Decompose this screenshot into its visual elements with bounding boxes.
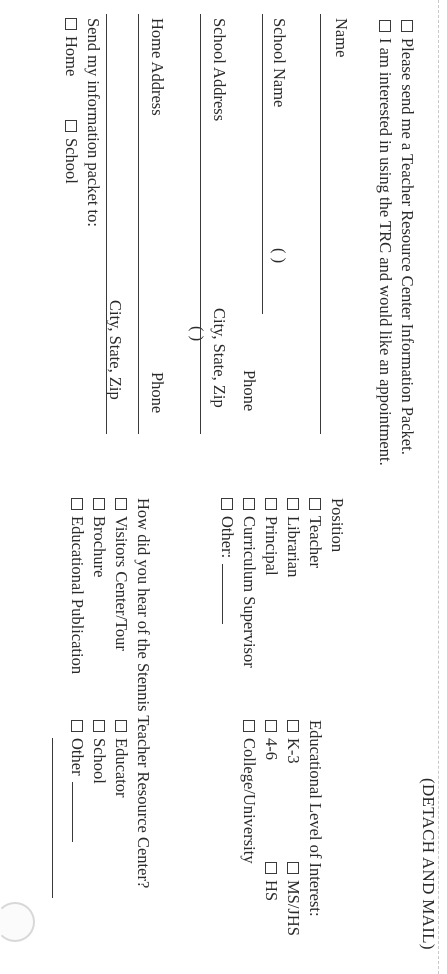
checkbox[interactable] <box>243 720 255 732</box>
educational-level-heading: Educational Level of Interest: <box>306 720 325 917</box>
checkbox[interactable] <box>287 498 299 510</box>
heard-educational-publication[interactable] <box>67 498 87 674</box>
checkbox[interactable] <box>287 720 299 732</box>
school-address-label: School Address <box>210 18 229 122</box>
heard-other[interactable] <box>67 720 87 842</box>
position-teacher-label: Teacher <box>306 516 325 568</box>
position-other-label: Other: <box>218 516 237 559</box>
request-packet-option[interactable] <box>397 20 417 455</box>
home-city-line[interactable] <box>106 14 107 434</box>
level-4-6-label: 4-6 <box>262 738 281 760</box>
checkbox[interactable] <box>401 20 413 32</box>
checkbox[interactable] <box>65 120 77 132</box>
name-line[interactable] <box>320 14 321 434</box>
checkbox[interactable] <box>265 862 277 874</box>
position-principal[interactable] <box>261 498 281 576</box>
thumb-notch <box>0 902 35 942</box>
school-address-line[interactable] <box>200 14 201 434</box>
school-name-label: School Name <box>270 18 289 108</box>
position-other[interactable] <box>217 498 237 624</box>
home-city-state-zip: City, State, Zip <box>106 300 125 400</box>
position-librarian[interactable] <box>283 498 303 577</box>
checkbox[interactable] <box>265 720 277 732</box>
home-phone-label: Phone <box>148 372 167 414</box>
send-home-option[interactable] <box>61 18 81 76</box>
heard-educator-label: Educator <box>112 738 131 798</box>
checkbox[interactable] <box>287 862 299 874</box>
heard-educational-publication-label: Educational Publication <box>68 516 87 675</box>
level-hs[interactable] <box>261 862 281 901</box>
checkbox[interactable] <box>221 498 233 510</box>
position-teacher[interactable] <box>305 498 325 568</box>
level-hs-label: HS <box>262 880 281 902</box>
heard-visitors-center[interactable] <box>111 498 131 651</box>
send-school-option[interactable] <box>61 120 81 184</box>
level-ms-jhs-label: MS/JHS <box>284 880 303 936</box>
heard-brochure-label: Brochure <box>90 516 109 578</box>
checkbox[interactable] <box>265 498 277 510</box>
heard-school-label: School <box>90 738 109 784</box>
position-principal-label: Principal <box>262 516 281 576</box>
checkbox[interactable] <box>93 720 105 732</box>
home-address-label: Home Address <box>148 18 167 116</box>
checkbox[interactable] <box>379 20 391 32</box>
send-school-label: School <box>62 138 81 184</box>
checkbox[interactable] <box>115 720 127 732</box>
school-phone-paren: ( ) <box>270 248 289 264</box>
checkbox[interactable] <box>309 498 321 510</box>
level-ms-jhs[interactable] <box>283 862 303 936</box>
request-packet-label: Please send me a Teacher Resource Center Information Packet. <box>398 38 417 455</box>
detach-and-mail-label: (DETACH AND MAIL) <box>419 778 438 950</box>
request-appointment-option[interactable] <box>375 20 395 466</box>
heard-visitors-center-label: Visitors Center/Tour <box>112 516 131 651</box>
level-k3-label: K-3 <box>284 738 303 764</box>
checkbox[interactable] <box>243 498 255 510</box>
level-4-6[interactable] <box>261 720 281 760</box>
heard-other-line[interactable] <box>73 782 74 842</box>
heard-other-label: Other <box>68 738 87 776</box>
position-librarian-label: Librarian <box>284 516 303 578</box>
heard-brochure[interactable] <box>89 498 109 577</box>
send-packet-label: Send my information packet to: <box>84 18 103 227</box>
school-city-state-zip: City, State, Zip <box>210 308 229 408</box>
position-heading: Position <box>328 498 347 553</box>
how-heard-heading: How did you hear of the Stennis Teacher Resource Center? <box>134 498 153 889</box>
other-line[interactable] <box>223 564 224 624</box>
school-phone-label: Phone <box>240 370 259 412</box>
how-heard-extra-line[interactable] <box>52 738 53 898</box>
request-appointment-label: I am interested in using the TRC and would like an appointment. <box>376 38 395 466</box>
home-phone-paren: ( ) <box>188 326 207 342</box>
heard-school[interactable] <box>89 720 109 784</box>
checkbox[interactable] <box>65 18 77 30</box>
checkbox[interactable] <box>71 720 83 732</box>
name-label: Name <box>332 18 351 58</box>
level-college[interactable] <box>239 720 259 864</box>
level-k3[interactable] <box>283 720 303 764</box>
checkbox[interactable] <box>115 498 127 510</box>
level-college-label: College/University <box>240 738 259 864</box>
home-address-line[interactable] <box>138 14 139 434</box>
heard-educator[interactable] <box>111 720 131 798</box>
send-home-label: Home <box>62 36 81 77</box>
school-name-line[interactable] <box>262 14 263 314</box>
position-curriculum-supervisor[interactable] <box>239 498 259 668</box>
checkbox[interactable] <box>71 498 83 510</box>
perforated-edge <box>438 0 447 974</box>
checkbox[interactable] <box>93 498 105 510</box>
position-curriculum-supervisor-label: Curriculum Supervisor <box>240 516 259 668</box>
